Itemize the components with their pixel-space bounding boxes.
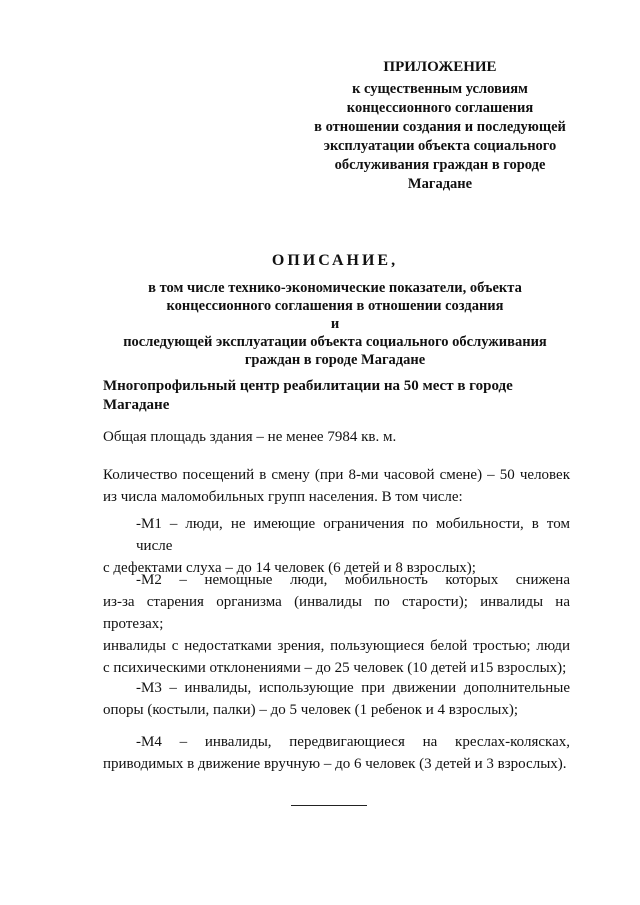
group-m1-line: с дефектами слуха – до 14 человек (6 детей и 8 взрослых);: [103, 560, 476, 576]
group-m4-line: приводимых в движение вручную – до 6 человек (3 детей и 3 взрослых).: [103, 756, 567, 772]
description-line: концессионного соглашения в отношении создания: [166, 298, 504, 314]
appendix-line: к существенным условиям: [352, 81, 528, 97]
appendix-block: [300, 58, 580, 194]
description-line: последующей эксплуатации объекта социального обслуживания: [123, 334, 547, 350]
group-m1-line: -М1 – люди, не имеющие ограничения по мобильности, в том числе: [136, 516, 570, 554]
appendix-line: концессионного соглашения: [346, 100, 534, 116]
group-m2-line: -М2 – немощные люди, мобильность которых снижена: [136, 572, 570, 588]
group-m3-paragraph: [103, 677, 570, 721]
object-name: [103, 377, 573, 415]
group-m2-line: инвалиды с недостатками зрения, пользующиеся белой тростью; люди: [103, 638, 570, 654]
closing-divider: [291, 805, 367, 806]
description-line: и: [330, 316, 340, 332]
visits-line: Количество посещений в смену (при 8-ми часовой смене) – 50 человек: [103, 467, 570, 483]
group-m2-line: из-за старения организма (инвалиды по старости); инвалиды на протезах;: [103, 594, 570, 632]
group-m4-paragraph: [103, 731, 570, 775]
object-name-line: Магадане: [103, 397, 170, 413]
visits-paragraph: [103, 464, 570, 508]
building-area: [103, 426, 570, 448]
building-area-text: Общая площадь здания – не менее 7984 кв. м.: [103, 429, 397, 445]
group-m3-line: -М3 – инвалиды, использующие при движении дополнительные: [136, 680, 570, 696]
appendix-line: обслуживания граждан в городе: [334, 157, 546, 173]
description-line: граждан в городе Магадане: [244, 352, 426, 368]
appendix-title: ПРИЛОЖЕНИЕ: [383, 59, 497, 75]
object-name-line: Многопрофильный центр реабилитации на 50 мест в городе: [103, 378, 513, 394]
group-m3-line: опоры (костыли, палки) – до 5 человек (1 ребенок и 4 взрослых);: [103, 702, 519, 718]
appendix-line: эксплуатации объекта социального: [323, 138, 557, 154]
group-m2-paragraph: [103, 569, 570, 679]
group-m4-line: -М4 – инвалиды, передвигающиеся на креслах-колясках,: [136, 734, 570, 750]
description-heading: [95, 252, 575, 369]
appendix-line: в отношении создания и последующей: [314, 119, 566, 135]
appendix-line: Магадане: [407, 176, 473, 192]
visits-line: из числа маломобильных групп населения. В том числе:: [103, 489, 463, 505]
description-title: ОПИСАНИЕ,: [271, 252, 399, 269]
description-line: в том числе технико-экономические показатели, объекта: [148, 280, 522, 296]
group-m2-line: с психическими отклонениями – до 25 человек (10 детей и15 взрослых);: [103, 660, 567, 676]
